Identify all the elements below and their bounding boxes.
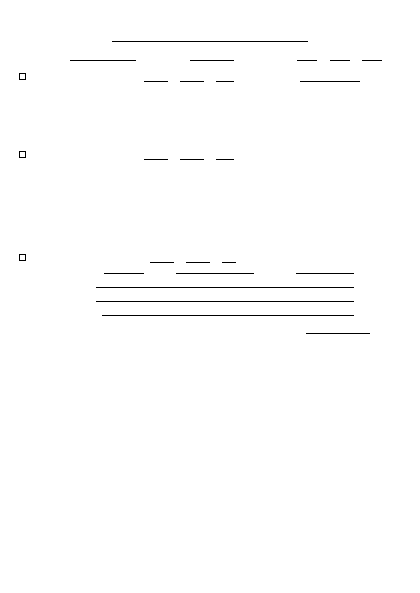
section1-year-field[interactable]: [144, 81, 168, 82]
section2-heading: [18, 151, 27, 159]
section3-month-field[interactable]: [186, 262, 210, 263]
date-month-field[interactable]: [330, 60, 350, 61]
date-day-field[interactable]: [362, 60, 382, 61]
section1-salary-field[interactable]: [300, 81, 360, 82]
section1-day-field[interactable]: [216, 81, 234, 82]
section2-day-field[interactable]: [216, 159, 234, 160]
section2-year-field[interactable]: [144, 159, 168, 160]
section3-original-field[interactable]: [96, 301, 354, 302]
title-underline: [112, 41, 308, 42]
applicant-field[interactable]: [190, 60, 234, 61]
section3-item-field[interactable]: [96, 287, 354, 288]
section1-month-field[interactable]: [180, 81, 204, 82]
section3-birth-field[interactable]: [296, 273, 354, 274]
unit-field[interactable]: [70, 60, 136, 61]
section2-checkbox[interactable]: [19, 151, 26, 158]
section3-id-field[interactable]: [176, 273, 254, 274]
section1-checkbox[interactable]: [19, 73, 26, 80]
section3-new-field[interactable]: [102, 315, 354, 316]
signature-field[interactable]: [306, 333, 370, 334]
section2-month-field[interactable]: [180, 159, 204, 160]
section3-year-field[interactable]: [150, 262, 174, 263]
section3-name-field[interactable]: [104, 273, 144, 274]
section1-heading: [18, 73, 27, 81]
section3-checkbox[interactable]: [19, 254, 26, 261]
section3-heading: [18, 254, 27, 262]
date-year-field[interactable]: [297, 60, 317, 61]
section3-day-field[interactable]: [222, 262, 236, 263]
